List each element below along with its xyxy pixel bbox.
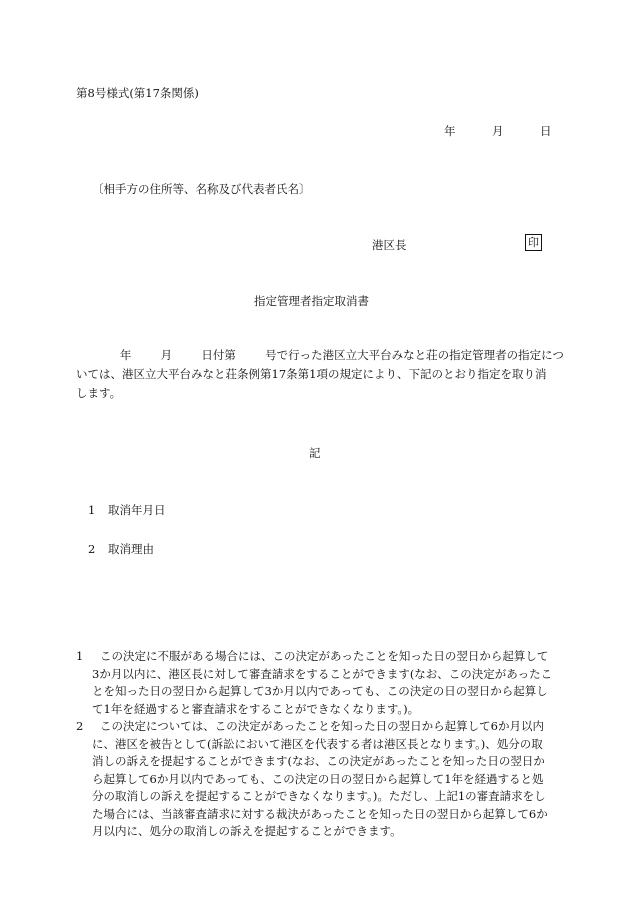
note-number: 1: [76, 649, 84, 663]
item-label: 取消理由: [108, 542, 154, 556]
note-number: 2: [76, 719, 84, 733]
body-paragraph: [76, 346, 564, 403]
sender-title: 港区長: [372, 238, 407, 252]
form-number: 第8号様式(第17条関係): [76, 86, 199, 100]
item-number: 2: [88, 542, 96, 556]
notes-section: [76, 648, 554, 841]
item-cancellation-date: [88, 502, 166, 518]
recipient-placeholder: 〔相手方の住所等、名称及び代表者氏名〕: [92, 182, 311, 196]
body-line-3: します。: [76, 386, 122, 400]
item-number: 1: [88, 503, 96, 517]
item-label: 取消年月日: [108, 503, 166, 517]
note-text: この決定については、この決定があったことを知った日の翌日から起算して6か月以内に、港区を被告として(訴訟において港区を代表する者は港区長となります。)、処分の取消しの訴えを提起することができます(なお、この決定があったことを知った日の翌日から起算して6か月以内であっても、この決定の日の翌日から起算して1年を経過すると処分の取消しの訴えを提起することができなくなります。)。ただし、上記1の審査請求をした場合には、当該審査請求に対する裁決があったことを知った日の翌日から起算して6か月以内に、処分の取消しの訴えを提起することができます。: [92, 719, 548, 838]
note-item: [76, 718, 554, 841]
body-line-2: いては、港区立大平台みなと荘条例第17条第1項の規定により、下記のとおり指定を取り消: [76, 367, 547, 381]
body-number-suffix: 号で行った港区立大平台みなと荘の指定管理者の指定につ: [265, 348, 564, 362]
date-year-label: 年: [444, 124, 456, 138]
seal-stamp: 印: [525, 234, 542, 251]
body-year: 年: [119, 348, 132, 362]
body-day-number: 日付第: [201, 348, 236, 362]
item-cancellation-reason: [88, 541, 154, 557]
date-month-label: 月: [492, 124, 504, 138]
ki-heading: 記: [309, 446, 321, 460]
document-title: 指定管理者指定取消書: [254, 294, 369, 308]
date-day-label: 日: [540, 124, 552, 138]
note-text: この決定に不服がある場合には、この決定があったことを知った日の翌日から起算して3か月以内に、港区長に対して審査請求をすることができます(なお、この決定があったことを知った日の翌日から起算して3か月以内であっても、この決定の日の翌日から起算して1年を経過すると審査請求をすることができなくなります。)。: [92, 649, 553, 716]
note-item: [76, 648, 554, 718]
body-month: 月: [160, 348, 173, 362]
